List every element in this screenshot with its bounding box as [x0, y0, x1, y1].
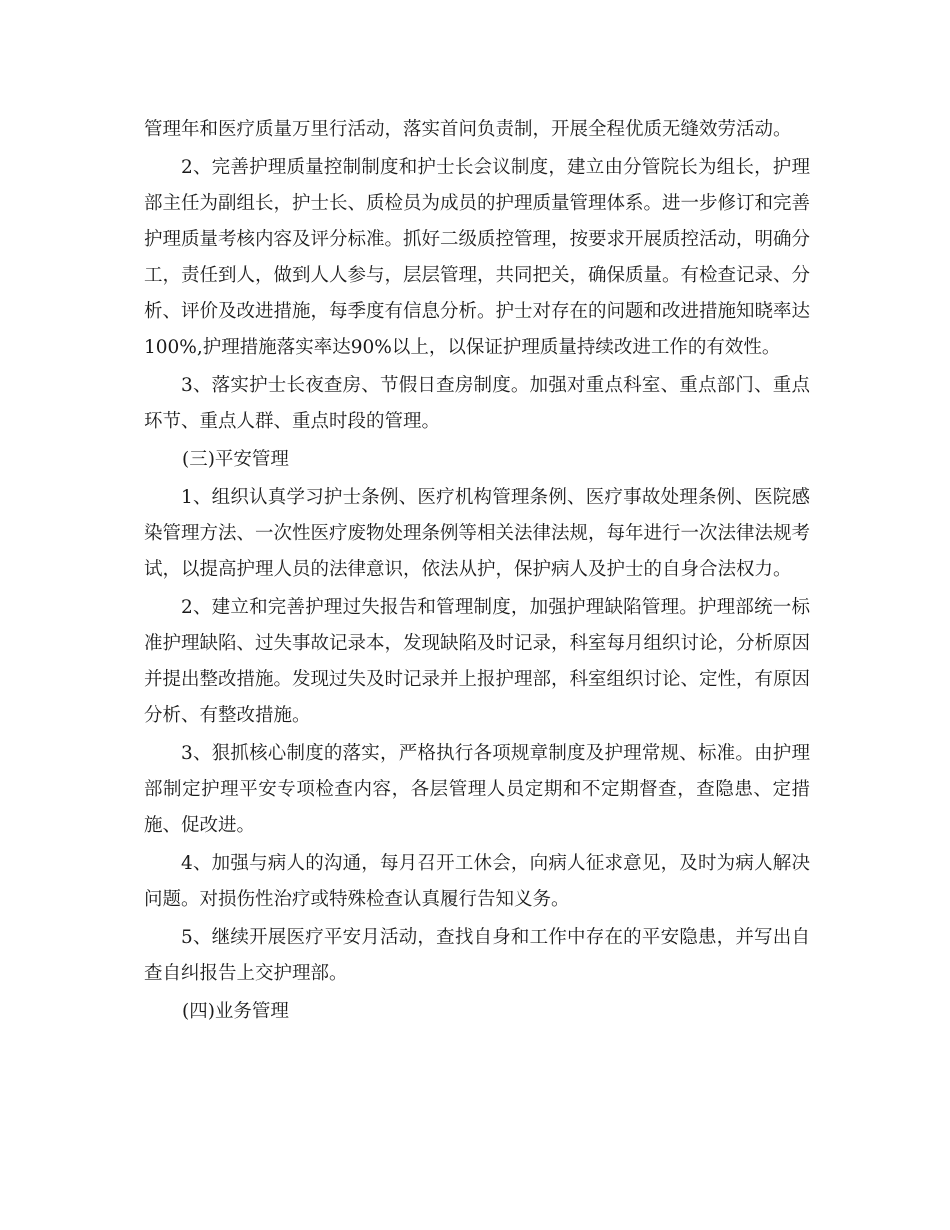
paragraph-safety-1: 1、组织认真学习护士条例、医疗机构管理条例、医疗事故处理条例、医院感染管理方法、一次性医疗废物处理条例等相关法律法规，每年进行一次法律法规考试，以提高护理人员的法律意识，依法从护，保护病人及护士的自身合法权力。: [144, 487, 811, 580]
paragraph-item-2: 2、完善护理质量控制制度和护士长会议制度，建立由分管院长为组长，护理部主任为副组长，护士长、质检员为成员的护理质量管理体系。进一步修订和完善护理质量考核内容及评分标准。抓好二级质控管理，按要求开展质控活动，明确分工，责任到人，做到人人参与，层层管理，共同把关，确保质量。有检查记录、分析、评价及改进措施，每季度有信息分析。护士对存在的问题和改进措施知晓率达100%,护理措施落实率达90%以上，以保证护理质量持续改进工作的有效性。: [144, 157, 811, 358]
paragraph-safety-3: 3、狠抓核心制度的落实，严格执行各项规章制度及护理常规、标准。由护理部制定护理平安专项检查内容，各层管理人员定期和不定期督查，查隐患、定措施、促改进。: [144, 743, 810, 836]
section-heading-safety: (三)平安管理: [182, 449, 289, 470]
section-heading-business: (四)业务管理: [182, 1001, 289, 1022]
paragraph-item-3: 3、落实护士长夜查房、节假日查房制度。加强对重点科室、重点部门、重点环节、重点人群、重点时段的管理。: [144, 375, 810, 432]
paragraph-safety-4: 4、加强与病人的沟通，每月召开工休会，向病人征求意见，及时为病人解决问题。对损伤性治疗或特殊检查认真履行告知义务。: [144, 853, 810, 910]
paragraph-safety-5: 5、继续开展医疗平安月活动，查找自身和工作中存在的平安隐患，并写出自查自纠报告上交护理部。: [144, 927, 810, 984]
document-page: [144, 112, 810, 1030]
paragraph-continuation: 管理年和医疗质量万里行活动，落实首问负责制，开展全程优质无缝效劳活动。: [144, 119, 792, 140]
paragraph-safety-2: 2、建立和完善护理过失报告和管理制度，加强护理缺陷管理。护理部统一标准护理缺陷、过失事故记录本，发现缺陷及时记录，科室每月组织讨论，分析原因并提出整改措施。发现过失及时记录并上报护理部，科室组织讨论、定性，有原因分析、有整改措施。: [144, 597, 811, 726]
